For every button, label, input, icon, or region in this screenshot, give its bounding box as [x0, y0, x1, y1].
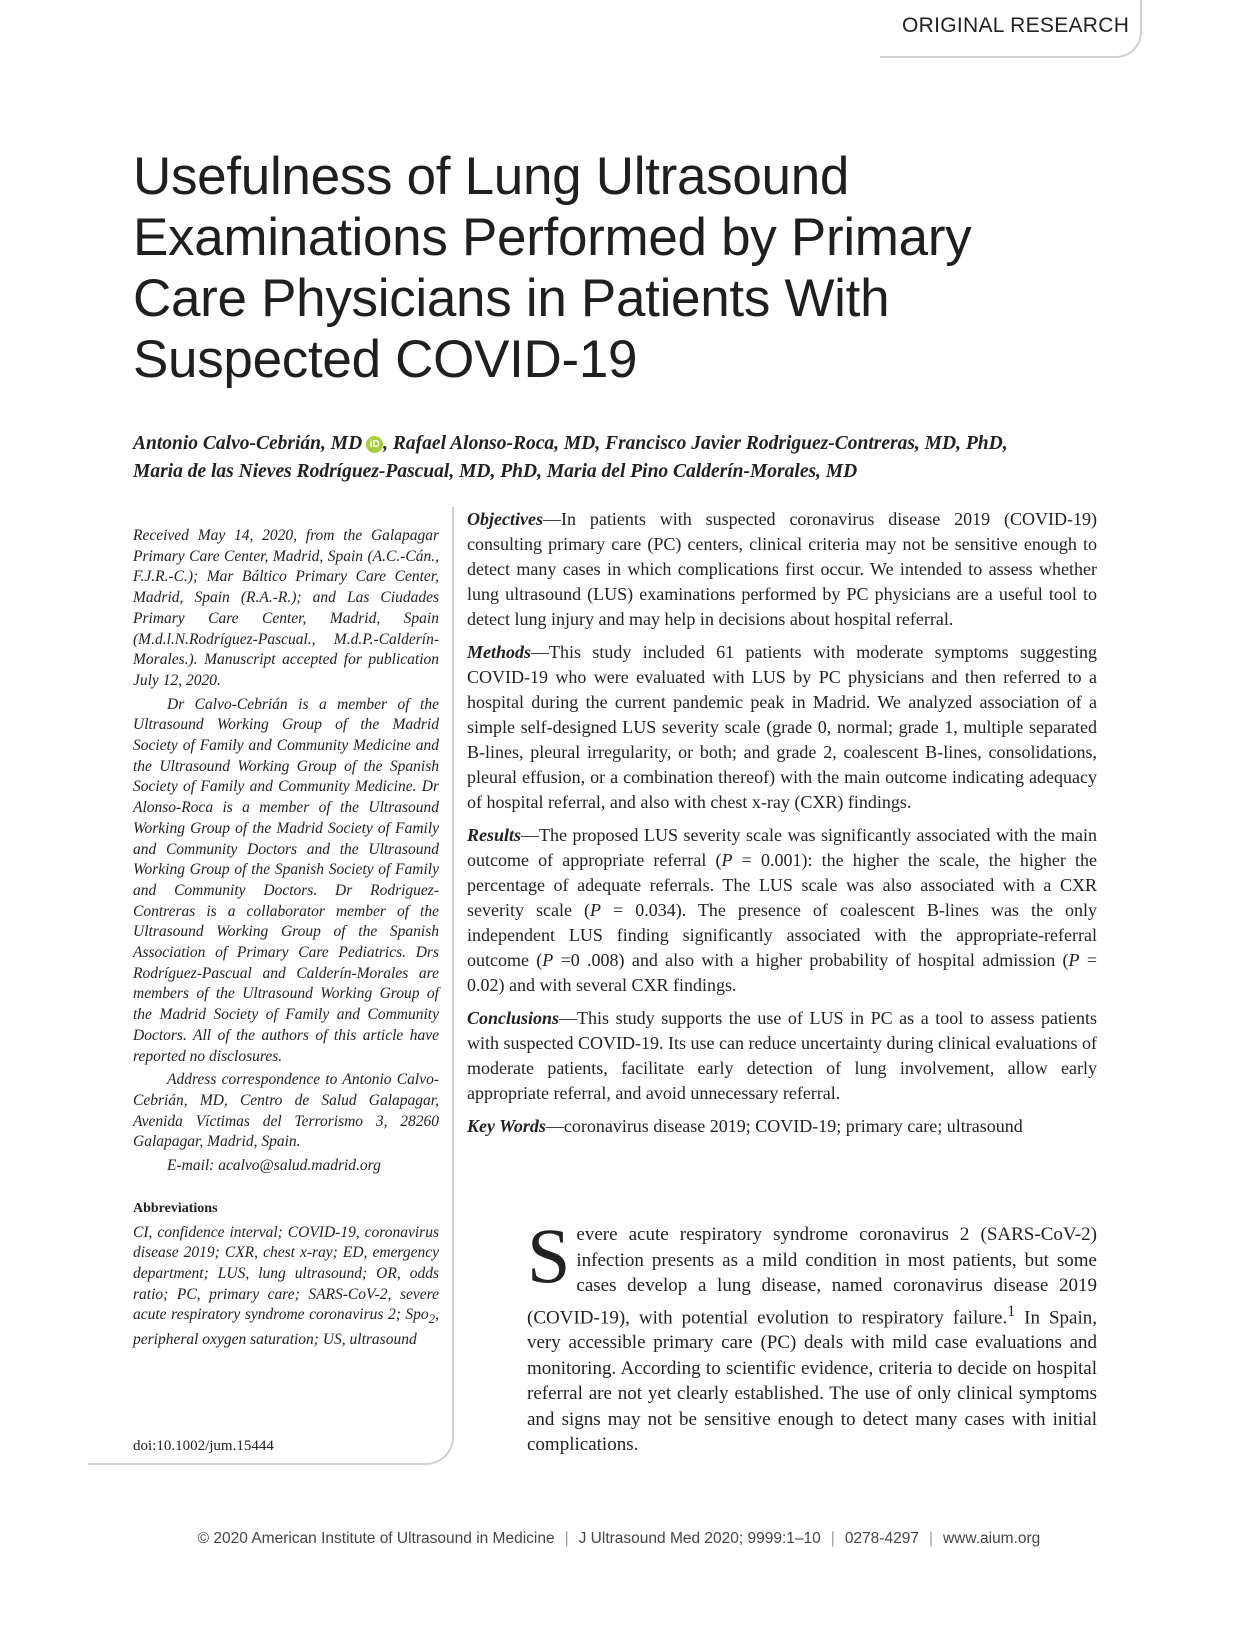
page-footer [0, 1530, 1238, 1548]
footer-separator: | [830, 1530, 835, 1547]
footer-separator: | [928, 1530, 933, 1547]
footer-separator: | [564, 1530, 569, 1547]
email-note[interactable]: E-mail: acalvo@salud.madrid.org [167, 1157, 381, 1175]
article-title [133, 146, 1083, 390]
section-tag: ORIGINAL RESEARCH [902, 14, 1130, 37]
footer-copyright: © 2020 American Institute of Ultrasound in Medicine [197, 1530, 555, 1547]
received-note: Received May 14, 2020, from the Galapagar Primary Care Center, Madrid, Spain (A.C.-Cán., F.J.R.-C.); Mar Báltico Primary Care Center, Madrid, Spain (R.A.-R.); and Las Ciudades Primary Care Center, Madrid, Spain (M.d.l.N.Rodríguez-Pascual., M.d.P.-Calderín-Morales.). Manuscript accepted for publication July 12, 2020. [133, 527, 439, 689]
section-tag-frame [880, 0, 1142, 58]
footer-issn: 0278-4297 [844, 1530, 919, 1547]
author-list [133, 430, 1113, 486]
footer-journal: J Ultrasound Med 2020; 9999:1–10 [578, 1530, 821, 1547]
title-line: Suspected COVID-19 [133, 330, 638, 389]
abstract-conclusions: Conclusions—This study supports the use of LUS in PC as a tool to assess patients with suspected COVID-19. Its use can reduce uncertainty during clinical evaluations of moderate patients, facilitate early detection of lung involvement, allow early appropriate referral, and avoid unnecessary referral. [467, 1008, 1097, 1103]
sidebar-notes [133, 526, 439, 1354]
abbreviations-heading: Abbreviations [133, 1200, 218, 1216]
drop-cap: S [527, 1212, 571, 1299]
author-line-2: Maria de las Nieves Rodríguez-Pascual, MD, PhD, Maria del Pino Calderín-Morales, MD [133, 461, 858, 482]
footer-website[interactable]: www.aium.org [942, 1530, 1041, 1547]
doi-link[interactable]: doi:10.1002/jum.15444 [133, 1438, 274, 1454]
address-note: Address correspondence to Antonio Calvo-Cebrián, MD, Centro de Salud Galapagar, Avenida Víctimas del Terrorismo 3, 28260 Galapagar, Madrid, Spain. [133, 1071, 439, 1151]
abstract-keywords: Key Words—coronavirus disease 2019; COVID-19; primary care; ultrasound [467, 1116, 1023, 1136]
abstract [467, 507, 1097, 1147]
title-line: Care Physicians in Patients With [133, 269, 890, 328]
body-intro [527, 1212, 1097, 1458]
body-text-a: evere acute respiratory syndrome coronavirus 2 (SARS-CoV-2) infection presents as a mild condition in most patients, but some cases develop a lung disease, named coronavirus disease 2019 (COVID-19), with potential evolution to respiratory failure. [527, 1224, 1097, 1328]
author-rest: , Rafael Alonso-Roca, MD, Francisco Javier Rodriguez-Contreras, MD, PhD, [383, 433, 1008, 454]
orcid-icon[interactable]: iD [366, 436, 383, 453]
abbreviations-list: CI, confidence interval; COVID-19, coronavirus disease 2019; CXR, chest x-ray; ED, emergency department; LUS, lung ultrasound; OR, odds ratio; PC, primary care; SARS-CoV-2, severe acute respiratory syndrome coronavirus 2; Spo$_2$, peripheral oxygen saturation; US, ultrasound [133, 1223, 439, 1349]
abstract-objectives: Objectives—In patients with suspected coronavirus disease 2019 (COVID-19) consulting primary care (PC) centers, clinical criteria may not be sensitive enough to detect many cases in which complications first occur. We intended to assess whether lung ultrasound (LUS) examinations performed by PC physicians are a useful tool to detect lung injury and may help in decisions about hospital referral. [467, 509, 1097, 629]
title-line: Examinations Performed by Primary [133, 208, 972, 267]
member-note: Dr Calvo-Cebrián is a member of the Ultrasound Working Group of the Madrid Society of Family and Community Medicine and the Ultrasound Working Group of the Spanish Society of Family and Community Medicine. Dr Alonso-Roca is a member of the Ultrasound Working Group of the Madrid Society of Family and Community Doctors and the Ultrasound Working Group of the Spanish Society of Family and Community Doctors. Dr Rodriguez-Contreras is a collaborator member of the Ultrasound Working Group of the Spanish Association of Primary Care Pediatrics. Drs Rodríguez-Pascual and Calderín-Morales are members of the Ultrasound Working Group of the Madrid Society of Family and Community Doctors. All of the authors of this article have reported no disclosures. [133, 695, 439, 1065]
author-first: Antonio Calvo-Cebrián, MD [133, 433, 363, 454]
abstract-results: Results—The proposed LUS severity scale was significantly associated with the main outcome of appropriate referral (P = 0.001): the higher the scale, the higher the percentage of adequate referrals. The LUS scale was also associated with a CXR severity scale (P = 0.034). The presence of coalescent B-lines was the only independent LUS finding significantly associated with the appropriate-referral outcome (P =0 .008) and also with a higher probability of hospital admission (P = 0.02) and with several CXR findings. [467, 825, 1097, 995]
abstract-methods: Methods—This study included 61 patients with moderate symptoms suggesting COVID-19 who were evaluated with LUS by PC physicians and then referred to a hospital during the current pandemic peak in Madrid. We analyzed association of a simple self-designed LUS severity scale (grade 0, normal; grade 1, multiple separated B-lines, pleural irregularity, or both; and grade 2, coalescent B-lines, consolidations, pleural effusion, or a combination thereof) with the main outcome indicating adequacy of hospital referral, and also with chest x-ray (CXR) findings. [467, 642, 1097, 812]
reference-1[interactable]: 1 [1007, 1302, 1016, 1320]
body-text-b: In Spain, very accessible primary care (PC) deals with mild case evaluations and monitoring. According to scientific evidence, criteria to decide on hospital referral are not yet clearly established. The use of only clinical symptoms and signs may not be sensitive enough to detect many cases with initial complications. [527, 1306, 1097, 1456]
title-line: Usefulness of Lung Ultrasound [133, 147, 850, 206]
